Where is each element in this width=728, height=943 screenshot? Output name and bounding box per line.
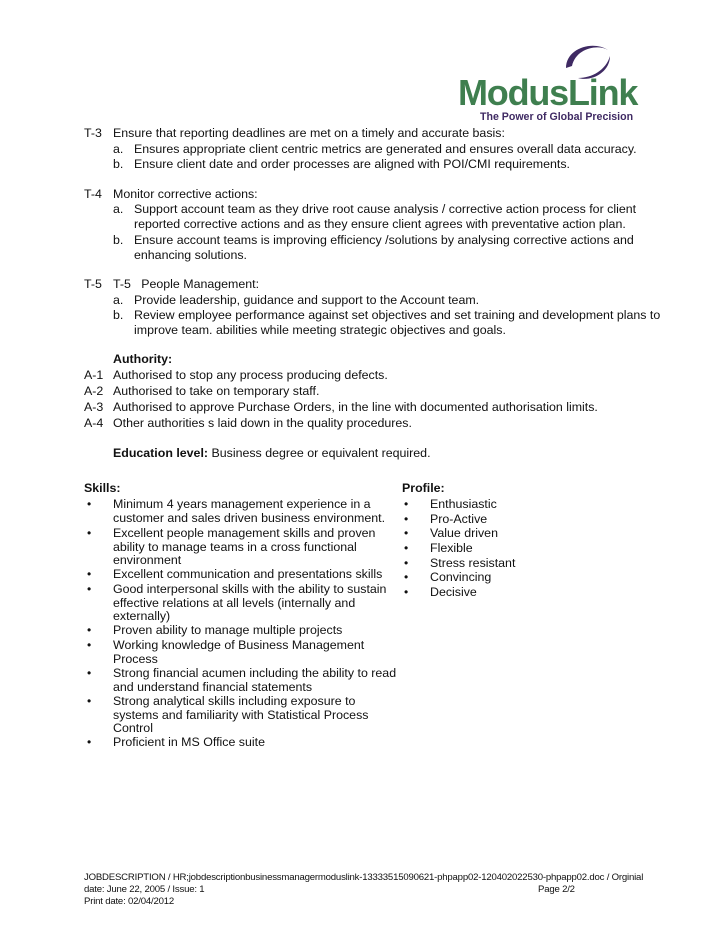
authority-text: Authorised to approve Purchase Orders, in the line with documented authorisation limits. bbox=[113, 400, 598, 414]
skill-text: Good interpersonal skills with the ability to sustain bbox=[113, 582, 387, 596]
skill-text: Excellent people management skills and proven bbox=[113, 526, 376, 540]
profile-item: Value driven bbox=[430, 526, 498, 540]
authority-text: Other authorities s laid down in the quality procedures. bbox=[113, 416, 412, 430]
footer-print-date: Print date: 02/04/2012 bbox=[84, 896, 175, 907]
skill-text: systems and familiarity with Statistical Process bbox=[113, 708, 369, 722]
profile-item: Flexible bbox=[430, 541, 473, 555]
task-title: Ensure that reporting deadlines are met on a timely and accurate basis: bbox=[113, 126, 505, 140]
skills-heading: Skills: bbox=[84, 481, 121, 495]
subitem-letter: a. bbox=[113, 142, 124, 156]
authority-number: A-3 bbox=[84, 400, 104, 414]
bullet-icon: • bbox=[87, 567, 92, 581]
logo-wordmark: ModusLink bbox=[458, 72, 638, 113]
moduslink-logo bbox=[440, 38, 640, 124]
bullet-icon: • bbox=[87, 735, 92, 749]
profile-item: Convincing bbox=[430, 570, 492, 584]
skill-text: Strong analytical skills including exposure to bbox=[113, 694, 356, 708]
profile-item: Pro-Active bbox=[430, 512, 488, 526]
bullet-icon: • bbox=[404, 585, 409, 599]
task-number: T-4 bbox=[84, 187, 102, 201]
skill-text: Minimum 4 years management experience in a bbox=[113, 497, 371, 511]
skill-text: customer and sales driven business environment. bbox=[113, 511, 386, 525]
task-title: T-5 People Management: bbox=[113, 277, 260, 291]
bullet-icon: • bbox=[87, 694, 92, 708]
profile-item: Decisive bbox=[430, 585, 477, 599]
subitem-text: Review employee performance against set objectives and set training and development plans to bbox=[134, 308, 661, 322]
bullet-icon: • bbox=[87, 526, 92, 540]
subitem-text: Provide leadership, guidance and support to the Account team. bbox=[134, 293, 480, 307]
authority-text: Authorised to take on temporary staff. bbox=[113, 384, 320, 398]
footer-page-number: Page 2/2 bbox=[538, 884, 575, 895]
subitem-letter: b. bbox=[113, 157, 124, 171]
footer-document-path: JOBDESCRIPTION / HR;jobdescriptionbusinessmanagermoduslink-13333515090621-phpapp02-120402022530-phpapp02.doc / Orginial bbox=[84, 872, 644, 883]
bullet-icon: • bbox=[87, 623, 92, 637]
skill-text: and understand financial statements bbox=[113, 680, 313, 694]
subitem-letter: a. bbox=[113, 202, 124, 216]
bullet-icon: • bbox=[87, 666, 92, 680]
skill-text: Working knowledge of Business Management bbox=[113, 638, 365, 652]
bullet-icon: • bbox=[87, 497, 92, 511]
bullet-icon: • bbox=[404, 570, 409, 584]
profile-item: Enthusiastic bbox=[430, 497, 497, 511]
subitem-letter: a. bbox=[113, 293, 124, 307]
logo-tagline: The Power of Global Precision bbox=[480, 111, 634, 123]
education-text: Business degree or equivalent required. bbox=[208, 446, 431, 460]
footer-date-issue: date: June 22, 2005 / Issue: 1 bbox=[84, 884, 205, 895]
education-label: Education level: bbox=[113, 446, 209, 460]
skill-text: Control bbox=[113, 721, 153, 735]
bullet-icon: • bbox=[404, 512, 409, 526]
subitem-text: reported corrective actions and as they ensure client agrees with preventative action plan. bbox=[134, 217, 626, 231]
bullet-icon: • bbox=[404, 541, 409, 555]
subitem-letter: b. bbox=[113, 308, 124, 322]
task-number: T-5 bbox=[84, 277, 102, 291]
subitem-text: Ensures appropriate client centric metrics are generated and ensures overall data accuracy. bbox=[134, 142, 637, 156]
task-title: Monitor corrective actions: bbox=[113, 187, 258, 201]
authority-text: Authorised to stop any process producing defects. bbox=[113, 368, 388, 382]
skill-text: Excellent communication and presentations skills bbox=[113, 567, 383, 581]
subitem-text: enhancing solutions. bbox=[134, 248, 247, 262]
subitem-text: Support account team as they drive root cause analysis / corrective action process for client bbox=[134, 202, 637, 216]
authority-number: A-1 bbox=[84, 368, 104, 382]
skill-text: externally) bbox=[113, 609, 171, 623]
skill-text: effective relations at all levels (internally and bbox=[113, 596, 356, 610]
skill-text: ability to manage teams in a cross functional bbox=[113, 540, 357, 554]
skill-text: Process bbox=[113, 652, 158, 666]
bullet-icon: • bbox=[87, 582, 92, 596]
authority-number: A-2 bbox=[84, 384, 104, 398]
task-number: T-3 bbox=[84, 126, 102, 140]
authority-number: A-4 bbox=[84, 416, 104, 430]
bullet-icon: • bbox=[87, 638, 92, 652]
profile-item: Stress resistant bbox=[430, 556, 516, 570]
subitem-letter: b. bbox=[113, 233, 124, 247]
skill-text: environment bbox=[113, 553, 182, 567]
bullet-icon: • bbox=[404, 526, 409, 540]
subitem-text: improve team. abilities while meeting strategic objectives and goals. bbox=[134, 323, 506, 337]
skill-text: Strong financial acumen including the ability to read bbox=[113, 666, 397, 680]
subitem-text: Ensure account teams is improving efficiency /solutions by analysing corrective actions and bbox=[134, 233, 634, 247]
subitem-text: Ensure client date and order processes are aligned with POI/CMI requirements. bbox=[134, 157, 570, 171]
authority-heading: Authority: bbox=[113, 352, 173, 366]
profile-heading: Profile: bbox=[402, 481, 445, 495]
bullet-icon: • bbox=[404, 556, 409, 570]
bullet-icon: • bbox=[404, 497, 409, 511]
skill-text: Proficient in MS Office suite bbox=[113, 735, 265, 749]
skill-text: Proven ability to manage multiple projects bbox=[113, 623, 343, 637]
education-line bbox=[113, 446, 431, 461]
